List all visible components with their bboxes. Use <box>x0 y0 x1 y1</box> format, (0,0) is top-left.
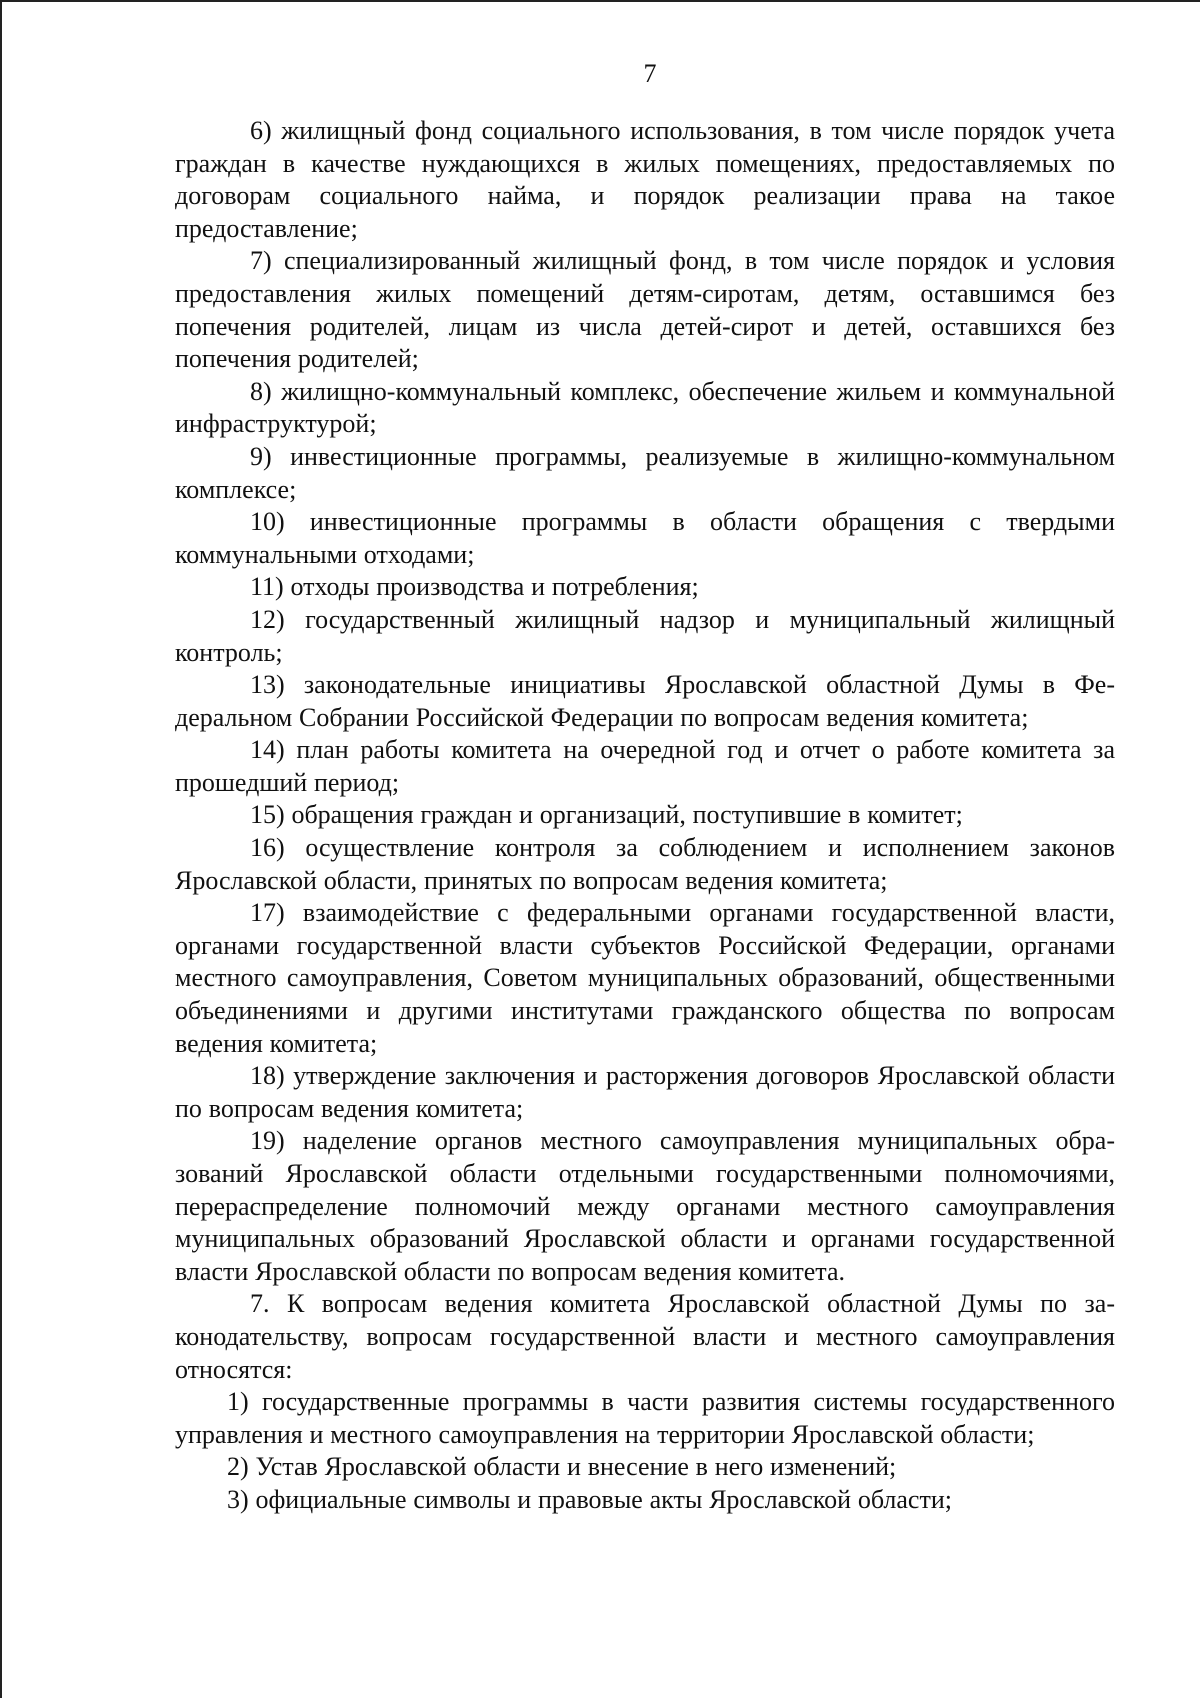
list-item-16: 16) осуществление контроля за соблюдением и исполнением законов Ярославской области, принятых по вопросам ведения комитета; <box>175 833 1115 895</box>
list-item-11: 11) отходы производства и потребления; <box>250 572 699 602</box>
section-7-item-2: 2) Устав Ярославской области и внесение в него изменений; <box>227 1452 897 1482</box>
list-item-7: 7) специализированный жилищный фонд, в том числе порядок и условия предоставления жилых помещений детям-сиротам, детям, оставшимся без попечения родителей, лицам из числа детей-сирот и детей, оставшихся без попечения родителей; <box>175 246 1115 374</box>
list-item-9: 9) инвестиционные программы, реализуемые в жилищно-коммунальном комплексе; <box>175 441 1115 504</box>
document-body <box>175 115 1115 1517</box>
list-item-14: 14) план работы комитета на очередной год и отчет о работе комитета за прошедший период; <box>175 735 1115 797</box>
list-item-17: 17) взаимодействие с федеральными органами государственной власти, органами государственной власти субъектов Российской Федерации, органами местного самоуправления, Советом муниципальных образований, общественными объединениями и другими институтами гражданского общества по вопросам ведения комитета; <box>175 898 1115 1058</box>
list-item-6: 6) жилищный фонд социального использования, в том числе порядок учета граждан в качестве нуждающихся в жилых помещениях, предоставляемых по договорам социального найма, и порядок реализации права на такое предоставление; <box>175 116 1115 243</box>
section-7-item-1: 1) государственные программы в части развития системы государственного управления и местного самоуправления на территории Ярославской области; <box>175 1387 1115 1449</box>
list-item-19: 19) наделение органов местного самоуправления муниципальных образований Ярославской области отдельными государственными полномочиями, перераспределение полномочий между органами местного самоуправления муниципальных образований Ярославской области и органами государственной власти Ярославской области по вопросам ведения комитета. <box>175 1126 1115 1286</box>
list-item-10: 10) инвестиционные программы в области обращения с твердыми коммунальными отходами; <box>175 507 1115 569</box>
list-item-13: 13) законодательные инициативы Ярославской областной Думы в Федеральном Собрании Российской Федерации по вопросам ведения комитета; <box>175 670 1115 732</box>
list-item-8: 8) жилищно-коммунальный комплекс, обеспечение жильем и коммунальной инфраструктурой; <box>175 376 1115 439</box>
page-number: 7 <box>643 59 657 88</box>
scan-edge-top <box>0 0 1200 2</box>
section-7-heading: 7. К вопросам ведения комитета Ярославской областной Думы по законодательству, вопросам государственной власти и местного самоуправления относятся: <box>175 1289 1115 1384</box>
list-item-15: 15) обращения граждан и организаций, поступившие в комитет; <box>250 800 963 830</box>
list-item-12: 12) государственный жилищный надзор и муниципальный жилищный контроль; <box>175 604 1115 667</box>
scan-edge-left <box>0 0 2 1698</box>
list-item-18: 18) утверждение заключения и расторжения договоров Ярославской области по вопросам ведения комитета; <box>175 1061 1115 1123</box>
section-7-item-3: 3) официальные символы и правовые акты Ярославской области; <box>227 1484 952 1514</box>
